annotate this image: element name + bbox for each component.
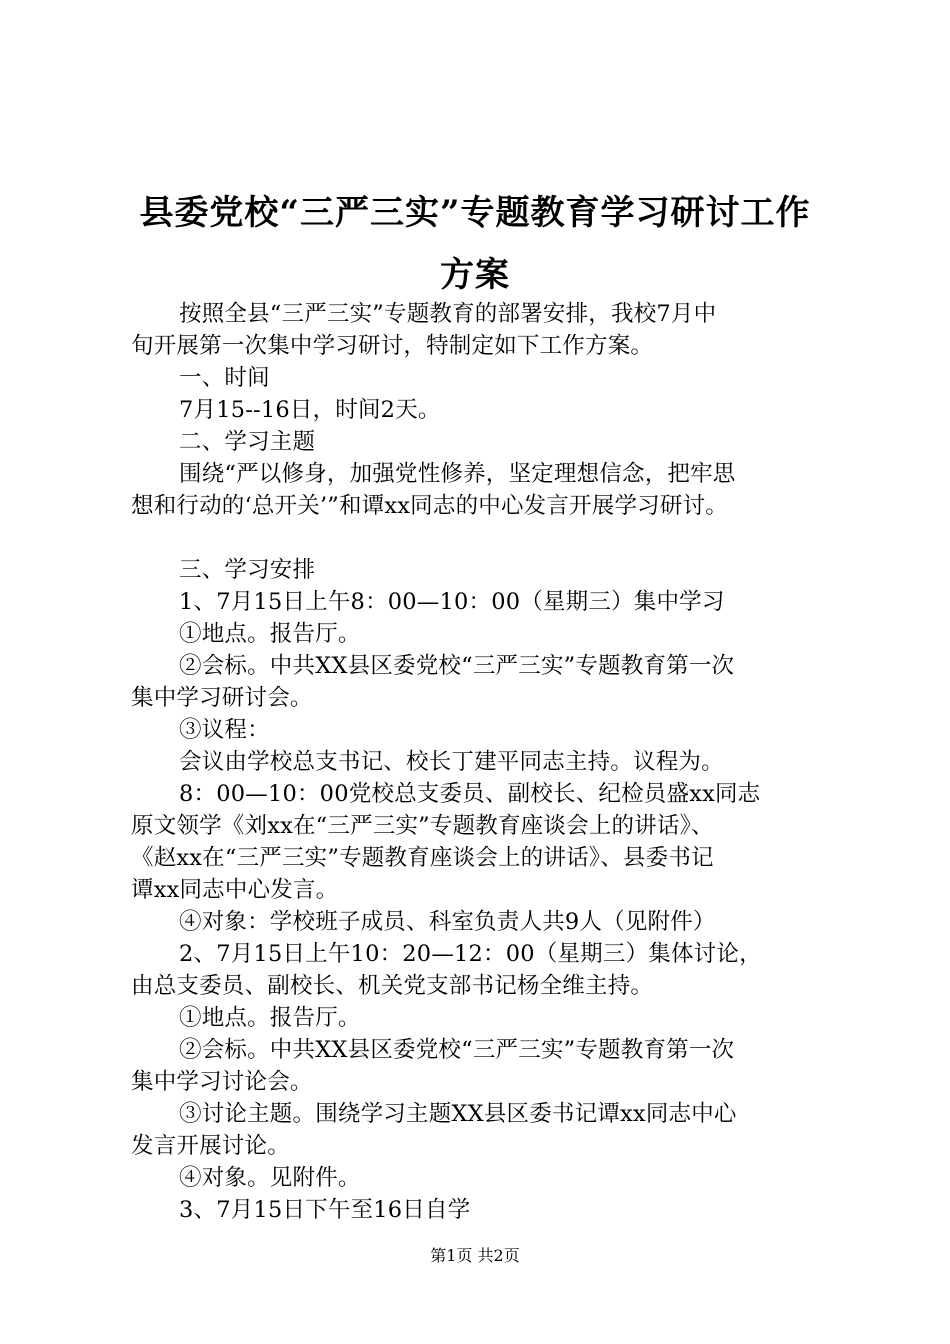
document-title-line-2: 方案 [440, 255, 510, 295]
paragraph-line: 会议由学校总支书记、校长丁建平同志主持。议程为。 [179, 749, 724, 775]
paragraph-line: 集中学习讨论会。 [131, 1069, 313, 1095]
paragraph-line: ③讨论主题。围绕学习主题XX县区委书记谭xx同志中心 [179, 1101, 737, 1127]
paragraph-line: 发言开展讨论。 [131, 1133, 290, 1159]
paragraph-line: 原文领学《刘xx在“三严三实”专题教育座谈会上的讲话》、 [131, 813, 714, 839]
paragraph-line: ②会标。中共XX县区委党校“三严三实”专题教育第一次 [179, 1037, 735, 1063]
paragraph-line: 3、7月15日下午至16日自学 [179, 1197, 471, 1223]
paragraph-line: 8：00—10：00党校总支委员、副校长、纪检员盛xx同志 [179, 781, 761, 807]
paragraph-line: 由总支委员、副校长、机关党支部书记杨全维主持。 [131, 973, 654, 999]
paragraph-line: 按照全县“三严三实”专题教育的部署安排，我校7月中 [179, 301, 717, 327]
document-body [131, 298, 851, 1226]
paragraph-line: ①地点。报告厅。 [179, 1005, 361, 1031]
paragraph-line: 二、学习主题 [179, 429, 316, 455]
paragraph-line: 想和行动的‘总开关’”和谭xx同志的中心发言开展学习研讨。 [131, 493, 728, 519]
paragraph-line: 2、7月15日上午10：20—12：00（星期三）集体讨论， [179, 941, 762, 967]
paragraph-line: 谭xx同志中心发言。 [131, 877, 339, 903]
page-footer: 第1页 共2页 [430, 1246, 520, 1265]
paragraph-line: 三、学习安排 [179, 557, 316, 583]
paragraph-line: ①地点。报告厅。 [179, 621, 361, 647]
paragraph-line: 围绕“严以修身，加强党性修养，坚定理想信念，把牢思 [179, 461, 736, 487]
paragraph-line: 1、7月15日上午8：00—10：00（星期三）集中学习 [179, 589, 725, 615]
paragraph-line: ④对象：学校班子成员、科室负责人共9人（见附件） [179, 909, 716, 935]
document-title-line-1: 县委党校“三严三实”专题教育学习研讨工作 [139, 193, 811, 233]
paragraph-line: 集中学习研讨会。 [131, 685, 313, 711]
paragraph-line: ④对象。见附件。 [179, 1165, 361, 1191]
paragraph-line: 7月15--16日，时间2天。 [179, 397, 441, 423]
paragraph-line: ③议程： [179, 717, 270, 743]
paragraph-line: 《赵xx在“三严三实”专题教育座谈会上的讲话》、县委书记 [131, 845, 714, 871]
blank-line [131, 522, 851, 554]
paragraph-line: 旬开展第一次集中学习研讨，特制定如下工作方案。 [131, 333, 654, 359]
paragraph-line: 一、时间 [179, 365, 270, 391]
paragraph-line: ②会标。中共XX县区委党校“三严三实”专题教育第一次 [179, 653, 735, 679]
